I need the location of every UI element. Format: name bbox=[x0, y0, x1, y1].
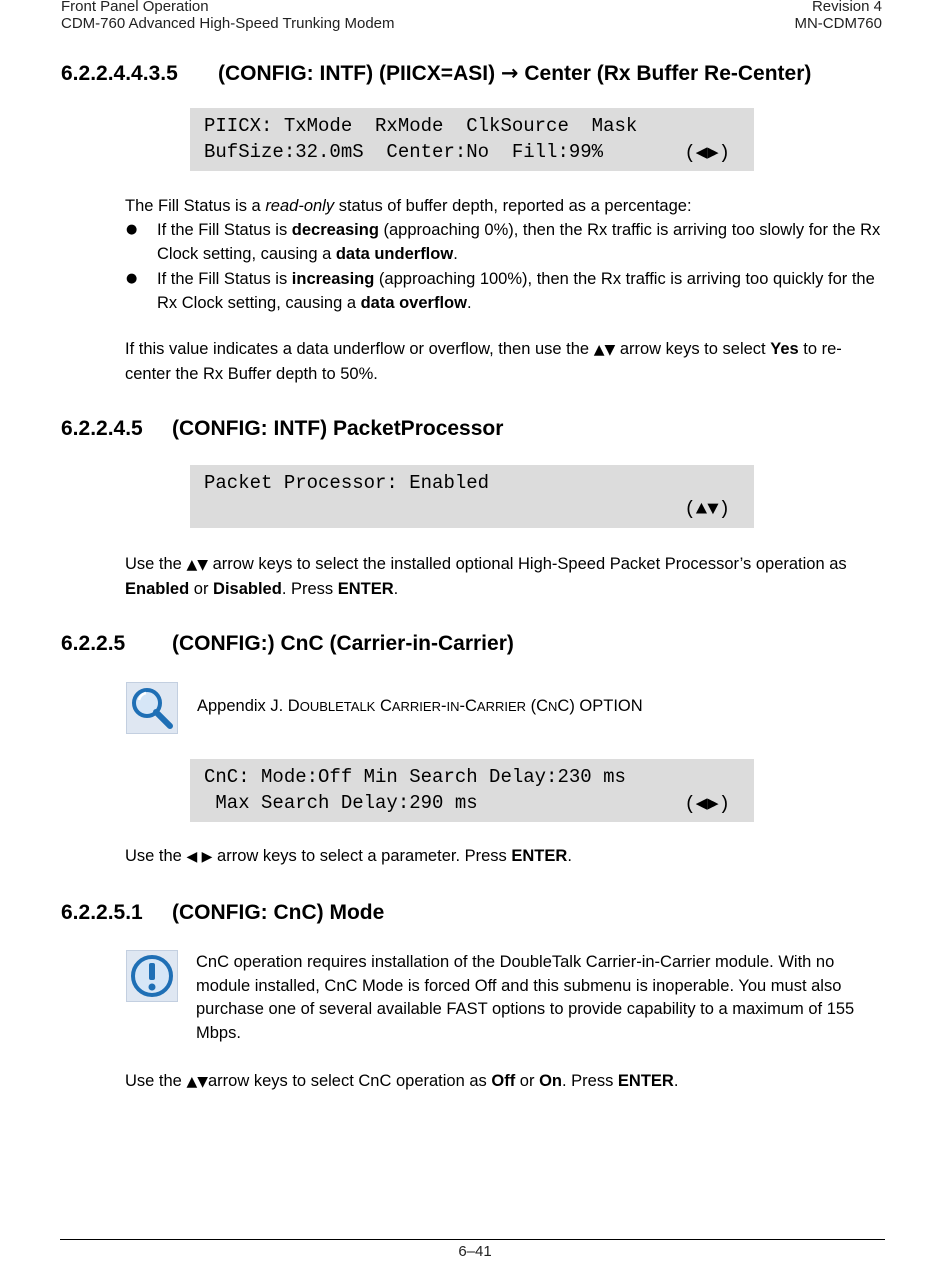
section-number: 6.2.2.4.4.3.5 bbox=[61, 62, 178, 85]
important-note: CnC operation requires installation of the DoubleTalk Carrier-in-Carrier module. With no module installed, CnC Mode is forced Off and this submenu is inoperable. You must also purchase one of several available FAST options to provide capability to a maximum of 155 Mbps. bbox=[196, 953, 855, 1042]
text: to re-center the Rx Buffer depth to 50%. bbox=[125, 340, 842, 383]
bullet-item bbox=[157, 268, 892, 315]
text: (approaching 0%), then the Rx traffic is arriving too slowly for the Rx Clock setting, causing a bbox=[157, 221, 881, 263]
text: . bbox=[393, 579, 399, 598]
text: C bbox=[375, 697, 392, 715]
bullet-icon: ● bbox=[126, 222, 138, 237]
text: IN bbox=[446, 699, 460, 714]
header-left bbox=[61, 0, 395, 32]
appendix-reference bbox=[197, 695, 643, 719]
right-arrow-icon: → bbox=[500, 61, 519, 85]
section-heading bbox=[61, 61, 811, 86]
up-down-arrows-icon: ▲▼ bbox=[186, 1074, 208, 1090]
text: Use the bbox=[125, 1072, 187, 1090]
text: N bbox=[548, 699, 558, 714]
text: (C bbox=[526, 697, 549, 715]
text: OUBLETALK bbox=[299, 699, 376, 714]
section-title: (CONFIG:) CnC (Carrier-in-Carrier) bbox=[172, 632, 514, 655]
bullet-icon: ● bbox=[126, 271, 138, 286]
section-heading bbox=[61, 417, 503, 441]
text: Use the bbox=[125, 555, 187, 573]
exclamation-icon bbox=[126, 950, 178, 1002]
paragraph bbox=[125, 845, 885, 870]
paragraph bbox=[125, 553, 890, 601]
text: -C bbox=[459, 697, 477, 715]
lcd-display bbox=[190, 759, 754, 822]
text: . bbox=[567, 847, 572, 865]
section-heading bbox=[61, 901, 384, 925]
section-title-part: (CONFIG: INTF) (PIICX=ASI) bbox=[218, 62, 501, 85]
lcd-line-1: CnC: Mode:Off Min Search Delay:230 ms bbox=[204, 766, 626, 788]
italic-text: read-only bbox=[265, 197, 335, 215]
bold-text: Yes bbox=[770, 340, 799, 358]
text: - bbox=[440, 697, 447, 715]
lcd-display bbox=[190, 108, 754, 171]
text: . Press bbox=[561, 1072, 618, 1090]
up-down-arrows-icon: ▲▼ bbox=[593, 342, 616, 358]
header-doc-number: MN-CDM760 bbox=[794, 15, 882, 32]
text: (approaching 100%), then the Rx traffic is arriving too quickly for the Rx Clock setting, causing a bbox=[157, 270, 875, 312]
bold-text: Off bbox=[491, 1072, 516, 1090]
text: ARRIER bbox=[476, 699, 527, 714]
text: Appendix J. D bbox=[197, 697, 300, 715]
lcd-nav-arrows: (◀▶) bbox=[684, 793, 730, 815]
bold-text: Enabled bbox=[125, 579, 190, 598]
bold-text: On bbox=[539, 1072, 562, 1090]
section-number: 6.2.2.4.5 bbox=[61, 417, 143, 440]
text: . bbox=[673, 1072, 679, 1090]
text: arrow keys to select bbox=[615, 340, 771, 358]
header-right bbox=[794, 0, 882, 32]
bold-text: Disabled bbox=[213, 579, 282, 598]
lcd-nav-arrows: (◀▶) bbox=[684, 142, 730, 164]
bold-text: data underflow bbox=[335, 244, 454, 263]
lcd-line-2: Max Search Delay:290 ms bbox=[204, 792, 478, 814]
section-number: 6.2.2.5.1 bbox=[61, 901, 143, 924]
text: . Press bbox=[281, 579, 338, 598]
magnifier-icon bbox=[126, 682, 178, 734]
header-section-title: Front Panel Operation bbox=[61, 0, 209, 15]
section-title: (CONFIG: INTF) PacketProcessor bbox=[172, 417, 504, 440]
section-title: (CONFIG: CnC) Mode bbox=[172, 901, 385, 924]
footer-rule bbox=[60, 1239, 885, 1240]
header-revision: Revision 4 bbox=[811, 0, 882, 15]
bullet-item bbox=[157, 219, 892, 266]
lcd-display bbox=[190, 465, 754, 528]
section-heading bbox=[61, 632, 514, 656]
header-doc-title: CDM-760 Advanced High-Speed Trunking Modem bbox=[61, 15, 395, 32]
bold-text: data overflow bbox=[360, 293, 467, 312]
paragraph bbox=[125, 338, 885, 386]
text: status of buffer depth, reported as a percentage: bbox=[334, 197, 692, 215]
text: . bbox=[466, 293, 472, 312]
bold-text: ENTER bbox=[617, 1072, 674, 1090]
lcd-line-2: BufSize:32.0mS Center:No Fill:99% bbox=[204, 141, 604, 163]
text: arrow keys to select a parameter. Press bbox=[212, 847, 512, 865]
text: If the Fill Status is bbox=[157, 270, 292, 288]
up-down-arrows-icon: ▲▼ bbox=[186, 557, 208, 573]
bold-text: increasing bbox=[291, 270, 375, 288]
lcd-line-1: Packet Processor: Enabled bbox=[204, 472, 490, 494]
text: If the Fill Status is bbox=[157, 221, 292, 239]
text: . bbox=[453, 244, 458, 263]
bold-text: ENTER bbox=[511, 847, 568, 865]
section-number: 6.2.2.5 bbox=[61, 632, 126, 655]
paragraph bbox=[125, 1070, 885, 1095]
text: ARRIER bbox=[391, 699, 441, 714]
text: The Fill Status is a bbox=[125, 197, 266, 215]
lcd-line-1: PIICX: TxMode RxMode ClkSource Mask bbox=[204, 115, 638, 137]
page-number: 6–41 bbox=[458, 1243, 492, 1260]
paragraph bbox=[125, 195, 895, 219]
lcd-nav-arrows: (▲▼) bbox=[684, 498, 730, 520]
text: or bbox=[189, 579, 214, 598]
text: If this value indicates a data underflow or overflow, then use the bbox=[125, 340, 594, 358]
text: C) OPTION bbox=[557, 697, 643, 715]
text: arrow keys to select CnC operation as bbox=[208, 1072, 492, 1090]
bold-text: decreasing bbox=[291, 221, 379, 239]
bold-text: ENTER bbox=[337, 579, 394, 598]
text: arrow keys to select the installed optional High-Speed Packet Processor’s operation as bbox=[208, 555, 847, 573]
section-title-part: Center (Rx Buffer Re-Center) bbox=[518, 62, 812, 85]
left-right-arrows-icon: ◀ ▶ bbox=[186, 849, 213, 865]
text: Use the bbox=[125, 847, 187, 865]
text: or bbox=[515, 1072, 540, 1090]
